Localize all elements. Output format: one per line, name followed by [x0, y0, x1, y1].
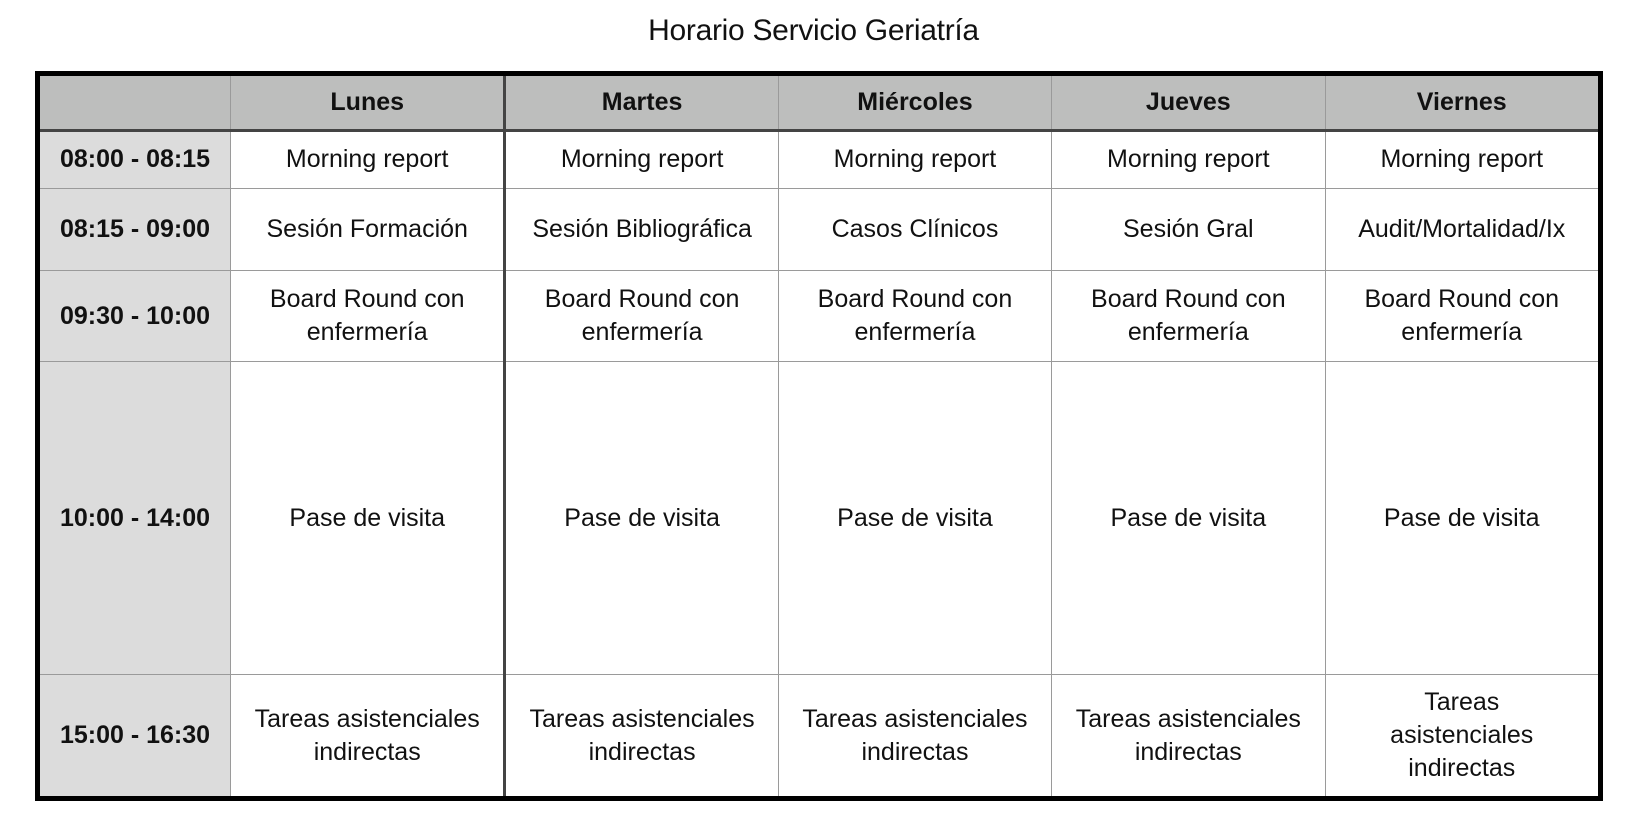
activity-cell: Board Round con enfermería [231, 271, 505, 362]
activity-cell: Pase de visita [231, 362, 505, 675]
activity-cell: Morning report [505, 131, 778, 189]
activity-cell: Pase de visita [1052, 362, 1325, 675]
time-slot: 08:00 - 08:15 [38, 131, 231, 189]
activity-cell: Board Round con enfermería [778, 271, 1051, 362]
activity-cell: Audit/Mortalidad/Ix [1325, 188, 1601, 271]
activity-cell: Tareas asistenciales indirectas [231, 675, 505, 799]
schedule-table [35, 71, 1603, 801]
table-row [38, 675, 1601, 799]
time-slot: 15:00 - 16:30 [38, 675, 231, 799]
activity-cell: Tareas asistenciales indirectas [1052, 675, 1325, 799]
time-slot: 09:30 - 10:00 [38, 271, 231, 362]
activity-cell: Pase de visita [778, 362, 1051, 675]
activity-cell: Casos Clínicos [778, 188, 1051, 271]
day-header-jueves: Jueves [1052, 74, 1325, 131]
time-slot: 08:15 - 09:00 [38, 188, 231, 271]
activity-cell: Board Round con enfermería [1052, 271, 1325, 362]
header-row [38, 74, 1601, 131]
corner-cell [38, 74, 231, 131]
activity-cell: Sesión Gral [1052, 188, 1325, 271]
activity-cell: Sesión Bibliográfica [505, 188, 778, 271]
time-slot: 10:00 - 14:00 [38, 362, 231, 675]
page-title: Horario Servicio Geriatría [648, 14, 979, 47]
activity-cell: Board Round con enfermería [1325, 271, 1601, 362]
day-header-viernes: Viernes [1325, 74, 1601, 131]
activity-cell: Board Round con enfermería [505, 271, 778, 362]
activity-cell: Morning report [1325, 131, 1601, 189]
day-header-miercoles: Miércoles [778, 74, 1051, 131]
activity-cell: Sesión Formación [231, 188, 505, 271]
activity-cell: Morning report [231, 131, 505, 189]
table-row [38, 188, 1601, 271]
activity-cell: Morning report [778, 131, 1051, 189]
day-header-lunes: Lunes [231, 74, 505, 131]
activity-cell: Tareas asistenciales indirectas [778, 675, 1051, 799]
day-header-martes: Martes [505, 74, 778, 131]
activity-cell: Pase de visita [505, 362, 778, 675]
table-row [38, 362, 1601, 675]
table-row [38, 131, 1601, 189]
activity-cell: Pase de visita [1325, 362, 1601, 675]
table-row [38, 271, 1601, 362]
activity-cell: Morning report [1052, 131, 1325, 189]
activity-cell: Tareas asistenciales indirectas [505, 675, 778, 799]
activity-cell: Tareas asistenciales indirectas [1325, 675, 1601, 799]
